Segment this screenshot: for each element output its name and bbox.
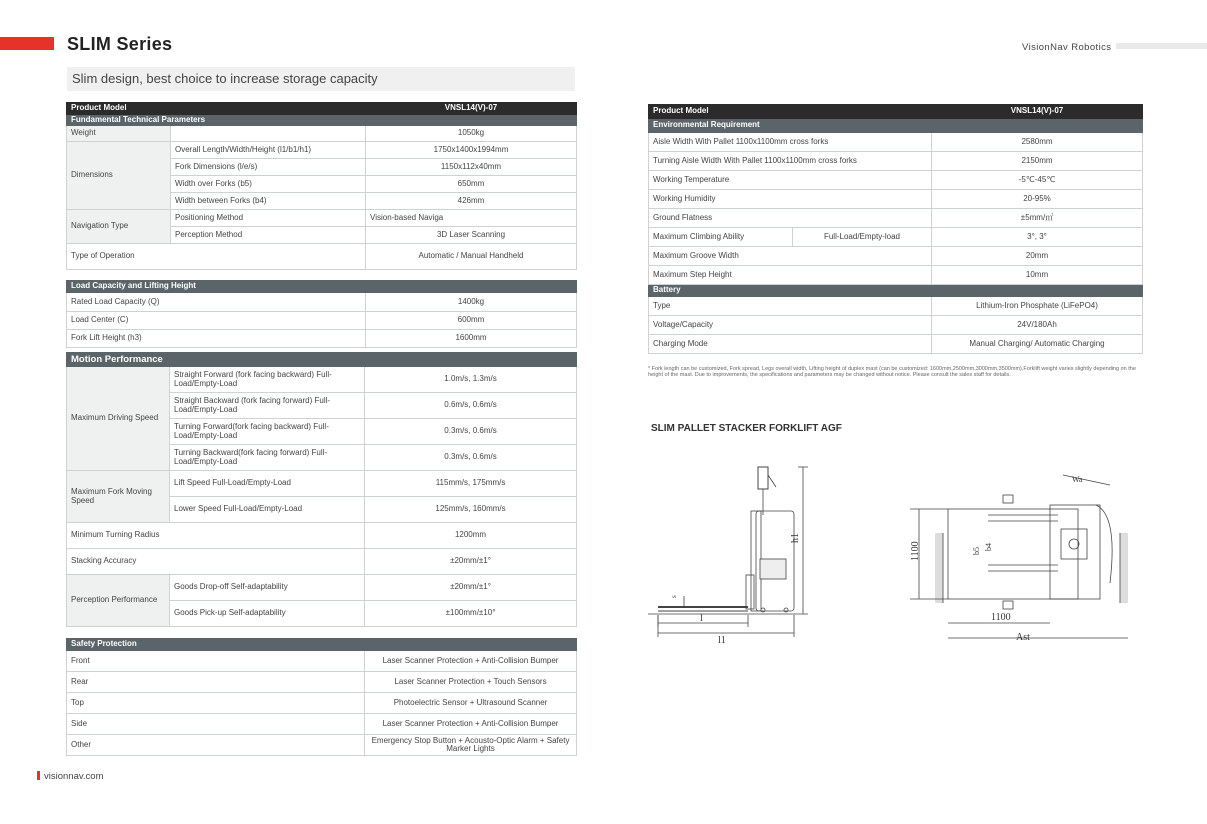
- forklift-drawing: [648, 455, 1168, 655]
- dim-wa: Wa: [1072, 475, 1083, 484]
- load-section-title: Load Capacity and Lifting Height: [67, 281, 577, 293]
- safety-section-title: Safety Protection: [67, 639, 577, 651]
- driving-row-value: 0.6m/s, 0.6m/s: [365, 393, 577, 419]
- climbing-ability-value: 3°, 3°: [932, 228, 1143, 247]
- environment-row-value: 20mm: [932, 247, 1143, 266]
- safety-row-label: Top: [67, 693, 365, 714]
- fundamental-section-title: Fundamental Technical Parameters: [67, 115, 577, 126]
- dim-l1: l1: [718, 635, 726, 646]
- dimension-row-label: Width between Forks (b4): [171, 193, 366, 210]
- perception-row-value: ±20mm/±1°: [365, 575, 577, 601]
- load-row-value: 600mm: [366, 312, 577, 330]
- dimension-row-value: 650mm: [366, 176, 577, 193]
- fork-speed-label: Maximum Fork Moving Speed: [67, 471, 170, 523]
- environment-section-title: Environmental Requirement: [649, 119, 1143, 133]
- load-row-label: Load Center (C): [67, 312, 366, 330]
- safety-table: [66, 638, 577, 756]
- dimensions-label: Dimensions: [67, 142, 171, 210]
- dimension-row-value: 426mm: [366, 193, 577, 210]
- dim-h1: h1: [790, 533, 801, 543]
- safety-row-label: Rear: [67, 672, 365, 693]
- driving-row-label: Turning Forward(fork facing backward) Full-Load/Empty-Load: [170, 419, 365, 445]
- motion-section-title: Motion Performance: [67, 353, 577, 367]
- environment-row-label: Maximum Step Height: [649, 266, 932, 285]
- navigation-type-label: Navigation Type: [67, 210, 171, 244]
- operation-type-value: Automatic / Manual Handheld: [366, 244, 577, 270]
- fork-row-label: Lift Speed Full-Load/Empty-Load: [170, 471, 365, 497]
- environment-row-value: -5℃-45℃: [932, 171, 1143, 190]
- top-view: [910, 475, 1128, 638]
- dim-b4: b4: [984, 543, 993, 551]
- load-row-value: 1600mm: [366, 330, 577, 348]
- dim-b5: b5: [972, 547, 981, 555]
- safety-row-value: Photoelectric Sensor + Ultrasound Scanner: [365, 693, 577, 714]
- diagram-title: SLIM PALLET STACKER FORKLIFT AGF: [651, 423, 842, 434]
- safety-row-label: Front: [67, 651, 365, 672]
- safety-row-label: Side: [67, 714, 365, 735]
- safety-row-label: Other: [67, 735, 365, 756]
- driving-row-label: Straight Forward (fork facing backward) Full-Load/Empty-Load: [170, 367, 365, 393]
- environment-row-value: 2580mm: [932, 133, 1143, 152]
- page-subtitle: Slim design, best choice to increase storage capacity: [67, 67, 575, 91]
- series-title: SLIM Series: [67, 34, 173, 54]
- brand-name: VisionNav Robotics: [1022, 42, 1112, 53]
- navigation-row-label: Positioning Method: [171, 210, 366, 227]
- perception-row-value: ±100mm/±10°: [365, 601, 577, 627]
- safety-row-value: Laser Scanner Protection + Anti-Collision Bumper: [365, 714, 577, 735]
- battery-row-value: 24V/180Ah: [932, 316, 1143, 335]
- fork-row-label: Lower Speed Full-Load/Empty-Load: [170, 497, 365, 523]
- dim-1100-bottom: 1100: [991, 612, 1011, 623]
- dim-1100-side: 1100: [910, 541, 921, 561]
- battery-section-title: Battery: [649, 285, 1143, 297]
- fork-row-value: 125mm/s, 160mm/s: [365, 497, 577, 523]
- stacking-accuracy-label: Stacking Accuracy: [67, 549, 365, 575]
- fundamental-table: [66, 102, 577, 270]
- product-model-label: Product Model: [649, 105, 932, 119]
- safety-row-value: Laser Scanner Protection + Touch Sensors: [365, 672, 577, 693]
- navigation-row-value: Vision-based Naviga: [366, 210, 577, 227]
- turning-radius-label: Minimum Turning Radius: [67, 523, 365, 549]
- header-accent-bar: [0, 37, 54, 50]
- load-row-value: 1400kg: [366, 293, 577, 312]
- environment-row-value: ±5mm/㎡: [932, 209, 1143, 228]
- perception-row-label: Goods Drop-off Self-adaptability: [170, 575, 365, 601]
- motion-table: [66, 352, 577, 627]
- climbing-ability-label: Maximum Climbing Ability: [649, 228, 793, 247]
- load-row-label: Rated Load Capacity (Q): [67, 293, 366, 312]
- dimension-row-label: Overall Length/Width/Height (l1/b1/h1): [171, 142, 366, 159]
- dim-ast: Ast: [1016, 632, 1030, 643]
- environment-row-label: Aisle Width With Pallet 1100x1100mm cross forks: [649, 133, 932, 152]
- environment-row-label: Ground Flatness: [649, 209, 932, 228]
- weight-value: 1050kg: [366, 126, 577, 142]
- battery-row-label: Charging Mode: [649, 335, 932, 354]
- product-model-label: Product Model: [67, 103, 366, 115]
- environment-table: [648, 104, 1143, 354]
- load-row-label: Fork Lift Height (h3): [67, 330, 366, 348]
- weight-label: Weight: [67, 126, 171, 142]
- safety-row-value: Laser Scanner Protection + Anti-Collision Bumper: [365, 651, 577, 672]
- website-url[interactable]: visionnav.com: [44, 771, 104, 782]
- environment-row-value: 10mm: [932, 266, 1143, 285]
- environment-row-label: Working Temperature: [649, 171, 932, 190]
- dimension-row-label: Width over Forks (b5): [171, 176, 366, 193]
- navigation-row-label: Perception Method: [171, 227, 366, 244]
- stacking-accuracy-value: ±20mm/±1°: [365, 549, 577, 575]
- driving-row-value: 0.3m/s, 0.6m/s: [365, 445, 577, 471]
- dim-l: l: [700, 613, 703, 624]
- battery-row-value: Manual Charging/ Automatic Charging: [932, 335, 1143, 354]
- brand-divider: [1116, 43, 1207, 49]
- driving-row-value: 0.3m/s, 0.6m/s: [365, 419, 577, 445]
- dimension-row-value: 1150x112x40mm: [366, 159, 577, 176]
- dimension-row-label: Fork Dimensions (l/e/s): [171, 159, 366, 176]
- environment-row-label: Working Humidity: [649, 190, 932, 209]
- safety-row-value: Emergency Stop Button + Acousto-Optic Alarm + Safety Marker Lights: [365, 735, 577, 756]
- product-model-value: VNSL14(V)-07: [366, 103, 577, 115]
- battery-row-label: Type: [649, 297, 932, 316]
- dim-s: s: [670, 595, 678, 598]
- driving-row-value: 1.0m/s, 1.3m/s: [365, 367, 577, 393]
- driving-speed-label: Maximum Driving Speed: [67, 367, 170, 471]
- turning-radius-value: 1200mm: [365, 523, 577, 549]
- environment-row-label: Turning Aisle Width With Pallet 1100x1100mm cross forks: [649, 152, 932, 171]
- website-footer: [37, 771, 104, 782]
- side-view: [648, 467, 808, 637]
- fork-row-value: 115mm/s, 175mm/s: [365, 471, 577, 497]
- load-table: [66, 280, 577, 348]
- battery-row-value: Lithium-Iron Phosphate (LiFePO4): [932, 297, 1143, 316]
- product-model-value: VNSL14(V)-07: [932, 105, 1143, 119]
- environment-row-value: 2150mm: [932, 152, 1143, 171]
- footer-accent-mark: [37, 771, 40, 780]
- operation-type-label: Type of Operation: [67, 244, 366, 270]
- climbing-ability-sublabel: Full-Load/Empty-load: [793, 228, 932, 247]
- navigation-row-value: 3D Laser Scanning: [366, 227, 577, 244]
- dimension-row-value: 1750x1400x1994mm: [366, 142, 577, 159]
- driving-row-label: Straight Backward (fork facing forward) Full-Load/Empty-Load: [170, 393, 365, 419]
- perception-performance-label: Perception Performance: [67, 575, 170, 627]
- environment-row-label: Maximum Groove Width: [649, 247, 932, 266]
- driving-row-label: Turning Backward(fork facing forward) Full-Load/Empty-Load: [170, 445, 365, 471]
- footnote: * Fork length can be customized, Fork spread, Legs overall width, Lifting height of duplex mast (can be customized: 1600mm,2500mm,3000mm,3500mm),Forklift weight varies slightly depending on the height of the mast. Due to improvements, the specifications and parameters may be changed without notice. Please consult the sales staff for details.: [648, 366, 1136, 379]
- battery-row-label: Voltage/Capacity: [649, 316, 932, 335]
- perception-row-label: Goods Pick-up Self-adaptability: [170, 601, 365, 627]
- environment-row-value: 20-95%: [932, 190, 1143, 209]
